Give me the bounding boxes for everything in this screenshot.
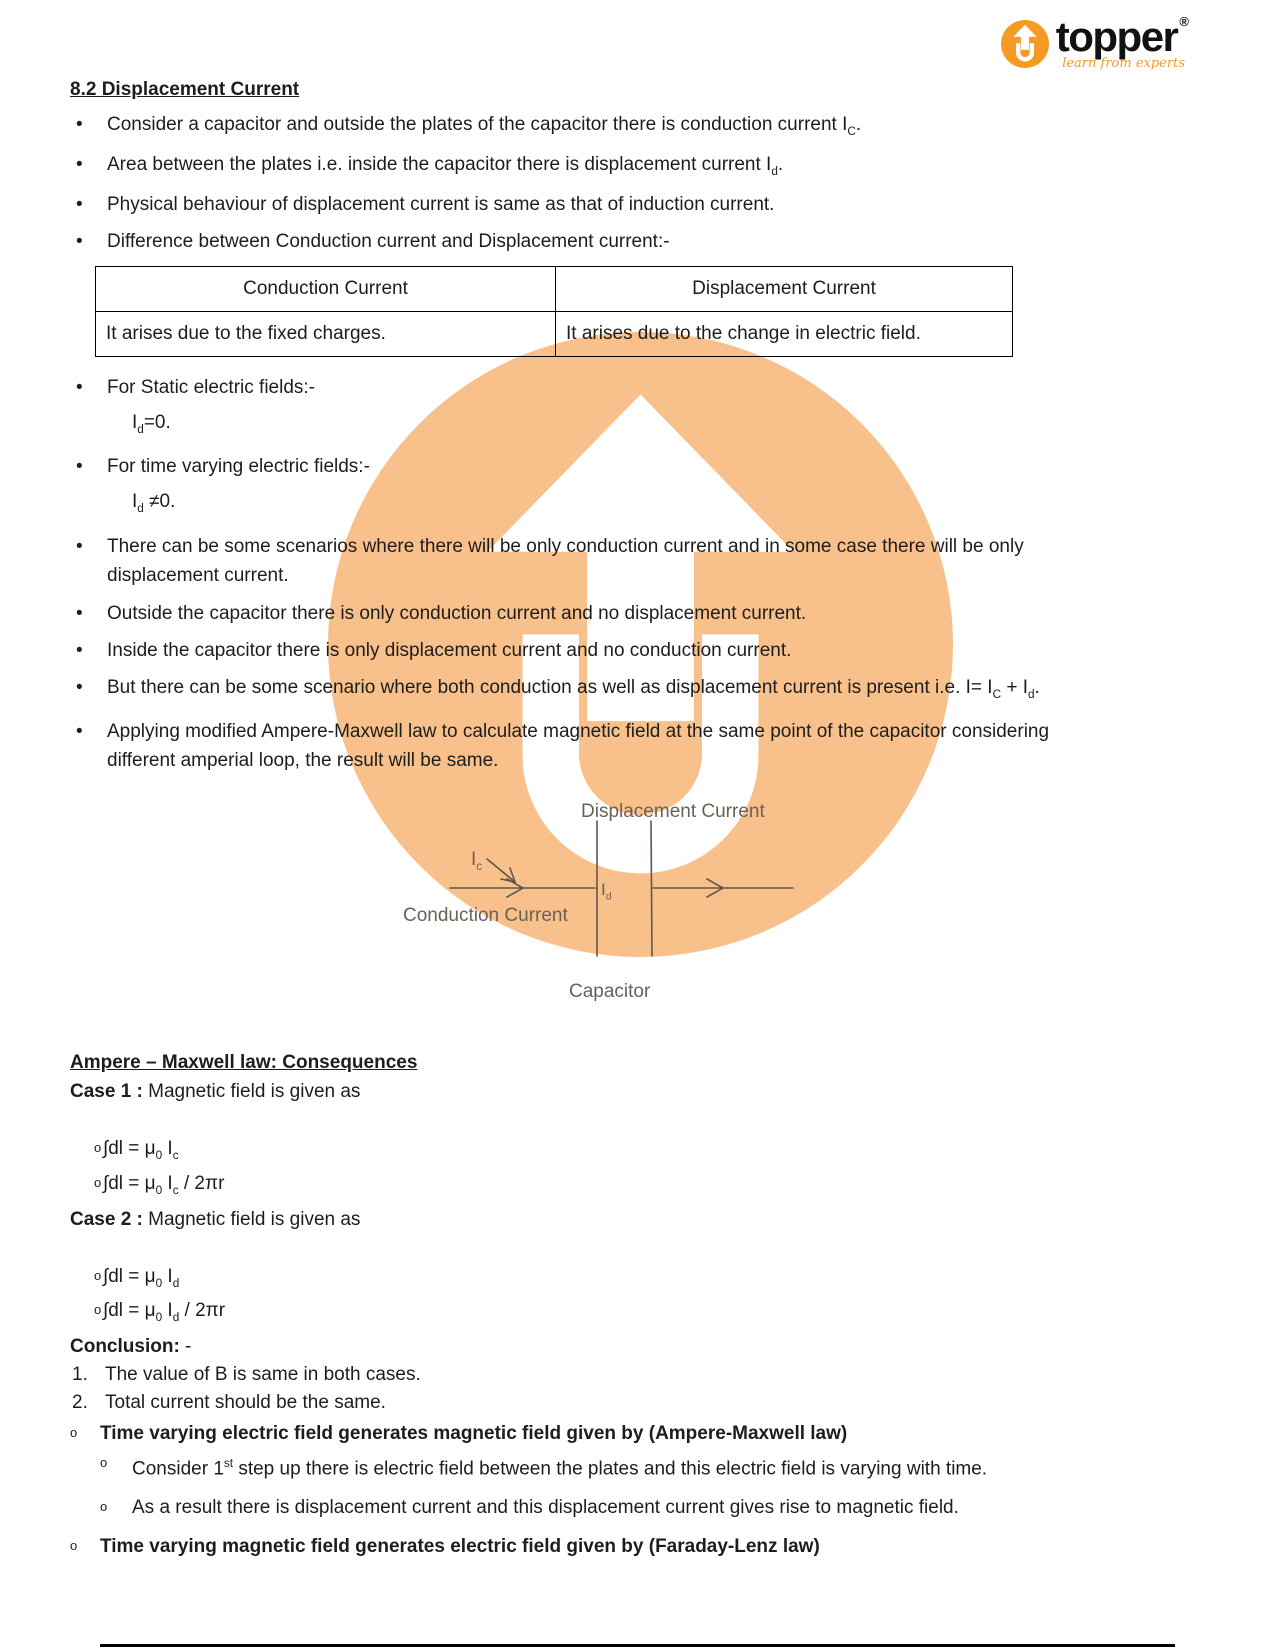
bullet-dot-icon bbox=[70, 636, 107, 665]
case-2-line bbox=[70, 1205, 1180, 1234]
utopper-logo-icon bbox=[1001, 20, 1049, 68]
case-1-formulas bbox=[70, 1135, 1180, 1205]
formula-subline: $I_d=0$. bbox=[132, 411, 171, 436]
bullet-text: Consider a capacitor and outside the plates of the capacitor there is conduction current $I_C$. bbox=[107, 114, 862, 138]
formula-text: $\int dl = \mu_0$ $I_d$ bbox=[103, 1265, 180, 1290]
bullet-text: Inside the capacitor there is only displacement current and no conduction current. bbox=[107, 640, 792, 662]
bullet-text: Difference between Conduction current and Displacement current:- bbox=[107, 230, 670, 252]
bullet-item bbox=[70, 190, 1180, 219]
subnote-text: Consider 1st step up there is electric field between the plates and this electric field is varying with time. bbox=[132, 1457, 988, 1480]
bullet-text: Area between the plates i.e. inside the capacitor there is displacement current $I_d$. bbox=[107, 153, 784, 178]
bullet-item bbox=[70, 599, 1180, 628]
bullet-dot-icon bbox=[70, 190, 107, 219]
subnote-item bbox=[100, 1449, 1180, 1483]
id-label: $I_d$ bbox=[601, 879, 612, 903]
formula-subline: $I_d \ne 0$. bbox=[132, 491, 176, 516]
subnote-item bbox=[100, 1493, 1180, 1523]
case-2-label: Case 2 : bbox=[70, 1208, 143, 1230]
displacement-current-label: Displacement Current bbox=[581, 800, 765, 822]
bullet-dot-icon bbox=[70, 599, 107, 628]
note-item bbox=[70, 1419, 1180, 1449]
brand-name: topper bbox=[1055, 13, 1178, 60]
capacitor-plate-right bbox=[651, 821, 652, 956]
bullet-dot-icon bbox=[70, 227, 107, 256]
bullet-item bbox=[70, 373, 1180, 402]
bullet-text: Physical behaviour of displacement current is same as that of induction current. bbox=[107, 193, 775, 215]
bullet-dot-icon bbox=[70, 717, 107, 775]
formula-text: $\int dl = \mu_0$ $I_c$ bbox=[103, 1137, 179, 1162]
bullet-item bbox=[70, 532, 1180, 590]
table-cell: It arises due to the change in electric field. bbox=[556, 311, 1013, 356]
circle-bullet-icon bbox=[70, 1297, 103, 1332]
bullet-text: Applying modified Ampere-Maxwell law to calculate magnetic field at the same point of the capacitor considering different amperial loop, the result will be same. bbox=[107, 720, 1050, 771]
circle-bullet-icon bbox=[70, 1170, 103, 1205]
bullet-item bbox=[70, 452, 1180, 481]
registered-mark: ® bbox=[1179, 14, 1189, 29]
comparison-table bbox=[95, 266, 1013, 357]
section-heading: Ampere – Maxwell law: Consequences bbox=[70, 1051, 418, 1073]
bullet-item bbox=[70, 110, 1180, 146]
numbered-text: The value of B is same in both cases. bbox=[105, 1364, 421, 1386]
brand-logo bbox=[1001, 13, 1189, 71]
bullet-dot-icon bbox=[70, 373, 107, 402]
bullet-item bbox=[70, 150, 1180, 186]
numbered-item bbox=[70, 1361, 1180, 1389]
formula-item bbox=[70, 1297, 1180, 1332]
bullet-item bbox=[70, 717, 1180, 775]
capacitor-label: Capacitor bbox=[569, 980, 651, 1002]
note-text: Time varying electric field generates magnetic field given by (Ampere-Maxwell law) bbox=[100, 1423, 848, 1445]
case-1-label: Case 1 : bbox=[70, 1080, 143, 1102]
capacitor-diagram bbox=[395, 793, 815, 1008]
table-header-row bbox=[96, 266, 1013, 311]
bullet-dot-icon bbox=[70, 452, 107, 481]
note-text: Time varying magnetic field generates electric field given by (Faraday-Lenz law) bbox=[100, 1535, 820, 1557]
bullet-dot-icon bbox=[70, 673, 107, 709]
page-title: 8.2 Displacement Current bbox=[70, 79, 300, 100]
circle-bullet-icon bbox=[70, 1263, 103, 1298]
page-footer-rule bbox=[100, 1644, 1175, 1647]
circle-bullet-icon bbox=[100, 1493, 132, 1523]
formula-text: $\int dl = \mu_0$ $I_d / 2\pi r$ bbox=[103, 1300, 226, 1325]
table-cell: It arises due to the fixed charges. bbox=[96, 311, 556, 356]
circle-bullet-icon bbox=[70, 1532, 100, 1562]
bullet-text: For Static electric fields:- bbox=[107, 376, 315, 398]
case-1-line bbox=[70, 1077, 1180, 1106]
case-2-text: Magnetic field is given as bbox=[142, 1208, 361, 1230]
conclusion-line bbox=[70, 1332, 1180, 1361]
circle-bullet-icon bbox=[70, 1135, 103, 1170]
case-2-formulas bbox=[70, 1263, 1180, 1333]
bullet-item bbox=[70, 673, 1180, 709]
number-marker: 1. bbox=[72, 1364, 88, 1386]
numbered-item bbox=[70, 1389, 1180, 1417]
bullet-dot-icon bbox=[70, 150, 107, 186]
circle-bullet-icon bbox=[100, 1449, 132, 1483]
conclusion-label: Conclusion: bbox=[70, 1336, 180, 1358]
table-row bbox=[96, 311, 1013, 356]
number-marker: 2. bbox=[72, 1392, 88, 1414]
bullet-text: But there can be some scenario where both conduction as well as displacement current is present i.e. $I= I_C + I_d$. bbox=[107, 677, 1040, 701]
bullet-item bbox=[70, 227, 1180, 256]
formula-item bbox=[70, 1135, 1180, 1170]
formula-item bbox=[70, 1263, 1180, 1298]
bullet-item bbox=[70, 636, 1180, 665]
table-header-cell: Conduction Current bbox=[96, 266, 556, 311]
ic-label: $I_c$ bbox=[471, 848, 483, 873]
table-header-cell: Displacement Current bbox=[556, 266, 1013, 311]
subnote-text: As a result there is displacement current and this displacement current gives rise to magnetic field. bbox=[132, 1496, 959, 1518]
numbered-text: Total current should be the same. bbox=[105, 1392, 386, 1414]
case-1-text: Magnetic field is given as bbox=[142, 1080, 361, 1102]
bullet-dot-icon bbox=[70, 532, 107, 590]
formula-text: $\int dl = \mu_0$ $I_c / 2\pi r$ bbox=[103, 1172, 225, 1197]
bullet-text: There can be some scenarios where there will be only conduction current and in some case there will be only displacement current. bbox=[107, 536, 1024, 587]
bullet-dot-icon bbox=[70, 110, 107, 146]
formula-item bbox=[70, 1170, 1180, 1205]
circle-bullet-icon bbox=[70, 1419, 100, 1449]
brand-tagline: learn from experts bbox=[1062, 56, 1185, 71]
conduction-current-label: Conduction Current bbox=[403, 904, 568, 926]
bullet-text: Outside the capacitor there is only conduction current and no displacement current. bbox=[107, 603, 807, 625]
note-item bbox=[70, 1532, 1180, 1562]
conclusion-rest: - bbox=[179, 1336, 192, 1358]
bullet-text: For time varying electric fields:- bbox=[107, 456, 370, 478]
